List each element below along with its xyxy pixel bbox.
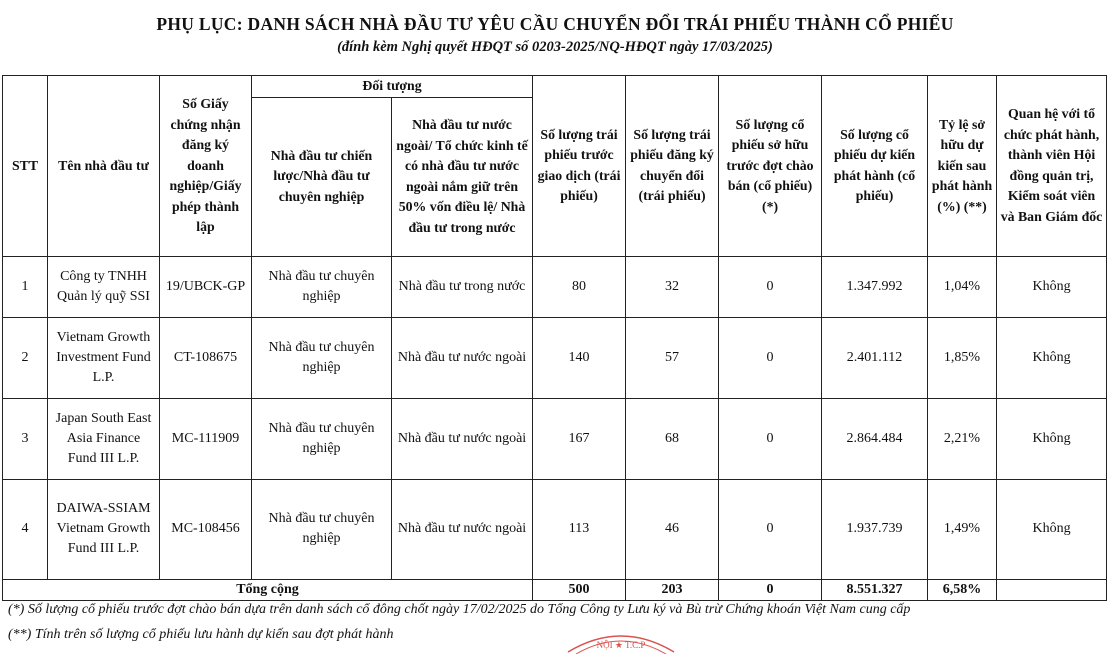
- cell-shares-before: 0: [719, 398, 822, 479]
- header-group-b: Nhà đầu tư nước ngoài/ Tổ chức kinh tế có nhà đầu tư nước ngoài nắm giữ trên 50% vốn điều lệ/ Nhà đầu tư trong nước: [392, 97, 533, 256]
- total-row: [3, 579, 1107, 600]
- cell-bonds-converted: 57: [626, 317, 719, 398]
- cell-ratio: 1,85%: [928, 317, 997, 398]
- svg-text:NỘI ★ T.C.P: NỘI ★ T.C.P: [596, 640, 646, 650]
- table-row: [3, 398, 1107, 479]
- header-bonds-converted: Số lượng trái phiếu đăng ký chuyển đổi (trái phiếu): [626, 76, 719, 257]
- header-bonds-held: Số lượng trái phiếu trước giao dịch (trái phiếu): [533, 76, 626, 257]
- cell-name: Công ty TNHH Quản lý quỹ SSI: [48, 256, 160, 317]
- table-header-row: [3, 76, 1107, 98]
- cell-shares-issued: 2.401.112: [822, 317, 928, 398]
- cell-bonds-held: 80: [533, 256, 626, 317]
- header-license: Số Giấy chứng nhận đăng ký doanh nghiệp/Giấy phép thành lập: [160, 76, 252, 257]
- total-shares-issued: 8.551.327: [822, 579, 928, 600]
- cell-relation: Không: [997, 317, 1107, 398]
- cell-relation: Không: [997, 479, 1107, 579]
- cell-license: 19/UBCK-GP: [160, 256, 252, 317]
- cell-group-b: Nhà đầu tư trong nước: [392, 256, 533, 317]
- cell-bonds-converted: 68: [626, 398, 719, 479]
- header-stt: STT: [3, 76, 48, 257]
- cell-group-a: Nhà đầu tư chuyên nghiệp: [252, 317, 392, 398]
- cell-group-a: Nhà đầu tư chuyên nghiệp: [252, 479, 392, 579]
- investor-table: [2, 75, 1107, 601]
- cell-shares-issued: 1.937.739: [822, 479, 928, 579]
- cell-ratio: 1,49%: [928, 479, 997, 579]
- page-subtitle: (đính kèm Nghị quyết HĐQT số 0203-2025/NQ-HĐQT ngày 17/03/2025): [337, 39, 773, 55]
- cell-name: Vietnam Growth Investment Fund L.P.: [48, 317, 160, 398]
- cell-ratio: 2,21%: [928, 398, 997, 479]
- cell-group-a: Nhà đầu tư chuyên nghiệp: [252, 256, 392, 317]
- table-row: [3, 317, 1107, 398]
- cell-license: MC-111909: [160, 398, 252, 479]
- cell-relation: Không: [997, 398, 1107, 479]
- header-relation: Quan hệ với tổ chức phát hành, thành viên Hội đồng quản trị, Kiểm soát viên và Ban Giám đốc: [997, 76, 1107, 257]
- cell-relation: Không: [997, 256, 1107, 317]
- header-name: Tên nhà đầu tư: [48, 76, 160, 257]
- header-group-a: Nhà đầu tư chiến lược/Nhà đầu tư chuyên nghiệp: [252, 97, 392, 256]
- cell-name: DAIWA-SSIAM Vietnam Growth Fund III L.P.: [48, 479, 160, 579]
- cell-group-b: Nhà đầu tư nước ngoài: [392, 398, 533, 479]
- header-group: Đối tượng: [252, 76, 533, 98]
- cell-bonds-converted: 46: [626, 479, 719, 579]
- cell-group-a: Nhà đầu tư chuyên nghiệp: [252, 398, 392, 479]
- cell-shares-before: 0: [719, 479, 822, 579]
- page-title: PHỤ LỤC: DANH SÁCH NHÀ ĐẦU TƯ YÊU CẦU CHUYỂN ĐỔI TRÁI PHIẾU THÀNH CỔ PHIẾU: [156, 14, 954, 34]
- cell-bonds-held: 113: [533, 479, 626, 579]
- cell-stt: 1: [3, 256, 48, 317]
- cell-shares-issued: 1.347.992: [822, 256, 928, 317]
- cell-shares-issued: 2.864.484: [822, 398, 928, 479]
- header-shares-issued: Số lượng cổ phiếu dự kiến phát hành (cổ phiếu): [822, 76, 928, 257]
- header-shares-before: Số lượng cổ phiếu sở hữu trước đợt chào bán (cổ phiếu) (*): [719, 76, 822, 257]
- cell-shares-before: 0: [719, 256, 822, 317]
- cell-stt: 3: [3, 398, 48, 479]
- cell-bonds-converted: 32: [626, 256, 719, 317]
- table-row: [3, 479, 1107, 579]
- cell-license: MC-108456: [160, 479, 252, 579]
- cell-ratio: 1,04%: [928, 256, 997, 317]
- footnote-2: (**) Tính trên số lượng cổ phiếu lưu hành dự kiến sau đợt phát hành: [8, 627, 394, 642]
- cell-stt: 2: [3, 317, 48, 398]
- total-shares-before: 0: [719, 579, 822, 600]
- total-bonds-held: 500: [533, 579, 626, 600]
- cell-license: CT-108675: [160, 317, 252, 398]
- footnote-1: (*) Số lượng cổ phiếu trước đợt chào bán dựa trên danh sách cổ đông chốt ngày 17/02/2025 do Tổng Công ty Lưu ký và Bù trừ Chứng khoán Việt Nam cung cấp: [8, 602, 911, 617]
- cell-bonds-held: 167: [533, 398, 626, 479]
- cell-group-b: Nhà đầu tư nước ngoài: [392, 479, 533, 579]
- total-relation-empty: [997, 579, 1107, 600]
- cell-bonds-held: 140: [533, 317, 626, 398]
- table-row: [3, 256, 1107, 317]
- total-label: Tổng cộng: [3, 579, 533, 600]
- header-ratio: Tỷ lệ sở hữu dự kiến sau phát hành (%) (**): [928, 76, 997, 257]
- company-seal: [566, 626, 676, 654]
- total-bonds-converted: 203: [626, 579, 719, 600]
- total-ratio: 6,58%: [928, 579, 997, 600]
- cell-group-b: Nhà đầu tư nước ngoài: [392, 317, 533, 398]
- cell-name: Japan South East Asia Finance Fund III L.P.: [48, 398, 160, 479]
- cell-shares-before: 0: [719, 317, 822, 398]
- cell-stt: 4: [3, 479, 48, 579]
